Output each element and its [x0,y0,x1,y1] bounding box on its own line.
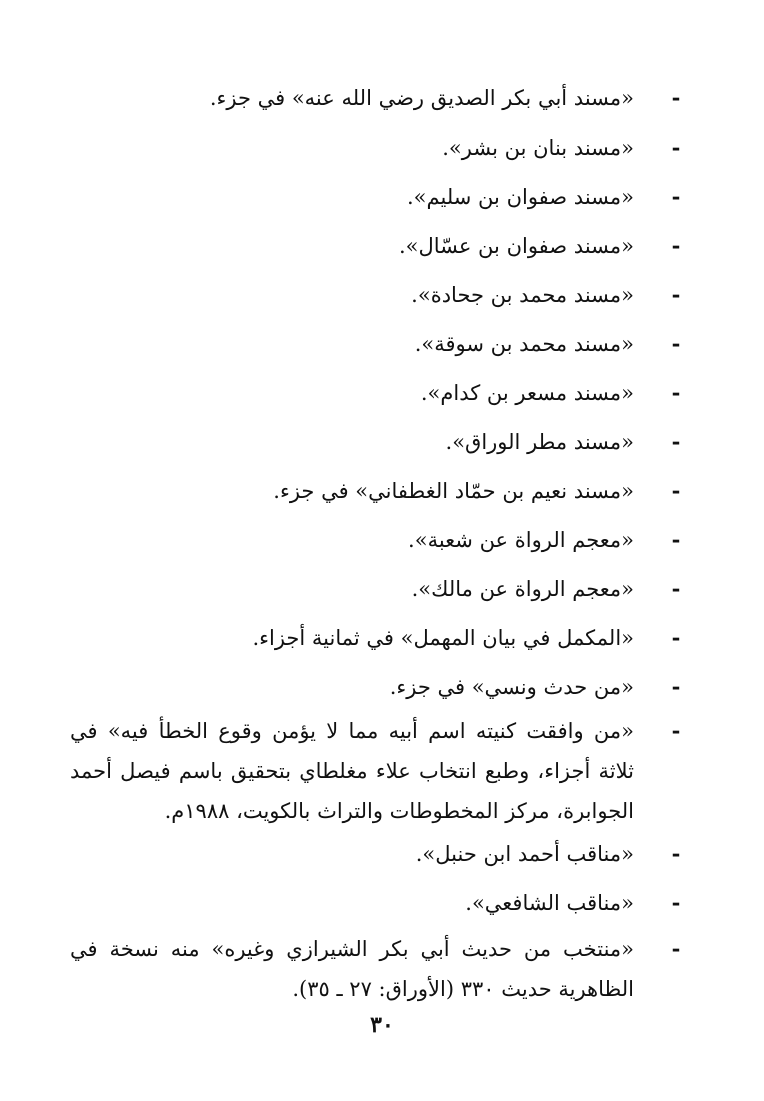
list-item-text: «مسند صفوان بن عسّال». [398,234,634,258]
list-dash: - [671,527,681,552]
list-item-text: «مسند صفوان بن سليم». [407,185,634,209]
list-item [70,373,682,413]
list-dash: - [671,841,681,866]
list-item [70,226,682,266]
list-item-text: «المكمل في بيان المهمل» في ثمانية أجزاء. [252,626,634,650]
list-item-text: «معجم الرواة عن مالك». [411,577,634,601]
list-item [70,569,682,609]
list-dash: - [671,429,681,454]
list-dash: - [671,576,681,601]
list-item-text: «من وافقت كنيته اسم أبيه مما لا يؤمن وقوع الخطأ فيه» في ثلاثة أجزاء، وطبع انتخاب علاء مغلطاي بتحقيق باسم فيصل أحمد الجوابرة، مركز المخطوطات والتراث بالكويت، ١٩٨٨م. [70,719,634,823]
list-dash: - [671,478,681,503]
list-item-text: «مسند أبي بكر الصديق رضي الله عنه» في جزء. [209,86,634,110]
list-dash: - [671,936,681,961]
page-number: ٣٠ [370,1012,394,1038]
list-item [70,275,682,315]
list-item [70,711,682,831]
list-item-text: «منتخب من حديث أبي بكر الشيرازي وغيره» منه نسخة في الظاهرية حديث ٣٣٠ (الأوراق: ٢٧ ـ ٣٥). [70,937,634,1001]
list-item [70,177,682,217]
list-item-text: «مناقب الشافعي». [465,891,634,915]
list-item-text: «معجم الرواة عن شعبة». [408,528,634,552]
list-item-text: «مسند محمد بن جحادة». [411,283,634,307]
list-item-text: «مسند مطر الوراق». [445,430,634,454]
list-item-text: «مسند نعيم بن حمّاد الغطفاني» في جزء. [273,479,634,503]
list-dash: - [671,184,681,209]
list-item [70,834,682,874]
list-dash: - [671,331,681,356]
list-item [70,667,682,707]
list-dash: - [671,380,681,405]
list-item [70,422,682,462]
list-item [70,471,682,511]
list-item [70,128,682,168]
list-dash: - [671,135,681,160]
list-item [70,520,682,560]
list-dash: - [671,85,681,110]
list-item-text: «مسند بنان بن بشر». [442,136,634,160]
list-item-text: «مناقب أحمد ابن حنبل». [415,842,634,866]
list-item [70,618,682,658]
list-dash: - [671,233,681,258]
list-dash: - [671,718,681,743]
list-item-text: «مسند محمد بن سوقة». [414,332,634,356]
list-item [70,883,682,923]
list-dash: - [671,890,681,915]
list-item-text: «مسند مسعر بن كدام». [420,381,634,405]
list-item [70,929,682,1009]
list-item [70,324,682,364]
list-dash: - [671,674,681,699]
list-dash: - [671,282,681,307]
list-dash: - [671,625,681,650]
list-item-text: «من حدث ونسي» في جزء. [389,675,634,699]
list-item [70,78,682,118]
